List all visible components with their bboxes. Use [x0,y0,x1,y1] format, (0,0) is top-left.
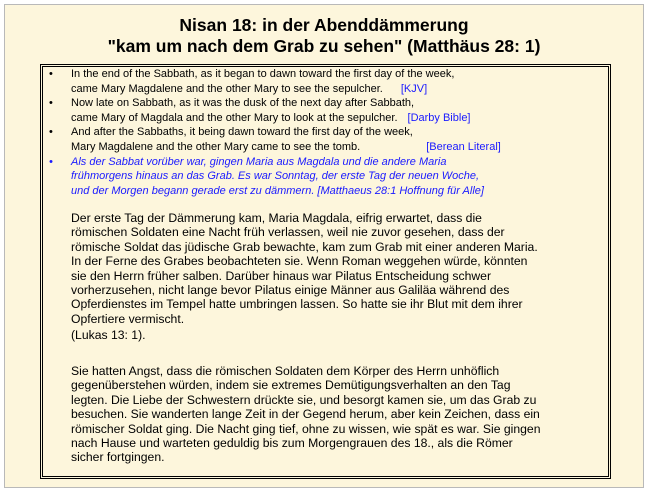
bullet: • [49,68,53,80]
verse-kjv [43,67,608,96]
paragraph-line: römischer Soldat ging. Die Nacht ging tief, ohne zu wissen, wie spät es war. Sie gingen [71,421,541,436]
verse-list [43,67,608,198]
content-frame [40,64,611,479]
verse-line: und der Morgen begann gerade erst zu dämmern. [Matthaeus 28:1 Hoffnung für Alle] [71,184,484,197]
paragraph-line: römische Soldat das jüdische Grab bewachte, kam zum Grab mit einer anderen Maria. [71,239,538,254]
verse-line: Mary Magdalene and the other Mary came to see the tomb. [71,140,361,153]
paragraph-tomb-morning [71,211,601,343]
verse-line-with-ref [71,82,608,97]
verse-reference: [KJV] [400,82,428,95]
bullet: • [49,155,53,168]
paragraph-fear [71,364,601,465]
paragraph-line: legten. Die Liebe der Schwestern drückte sie, und besorgt kamen sie, um das Grab zu [71,392,537,407]
paragraph-line: sie den Herrn früher salben. Darüber hinaus war Pilatus Entscheidung schwer [71,268,492,283]
bullet: • [49,126,53,139]
paragraph-line: vorherzusehen, nicht lange bevor Pilatus einige Männer aus Galiläa während des [71,283,510,298]
verse-line: And after the Sabbaths, it being dawn toward the first day of the week, [71,126,413,139]
verse-hoffnung [43,155,608,199]
verse-line: came Mary Magdalene and the other Mary to see the sepulcher. [71,82,383,95]
verse-berean [43,125,608,154]
slide-title [5,15,643,57]
verse-line: In the end of the Sabbath, as it began to dawn toward the first day of the week, [71,68,455,80]
paragraph-line: Sie hatten Angst, dass die römischen Soldaten dem Körper des Herrn unhöflich [71,364,500,378]
verse-line: came Mary of Magdala and the other Mary to look at the sepulcher. [71,111,398,124]
paragraph-line: gegenüberstehen würden, indem sie extremes Demütigungsverhalten an den Tag [71,378,511,393]
paragraph-line: römischen Soldaten eine Nacht früh verlassen, weil nie zuvor gesehen, dass der [71,225,505,240]
title-line-1: Nisan 18: in der Abenddämmerung [179,15,469,35]
verse-darby [43,96,608,125]
slide [4,4,644,488]
title-line-2: "kam um nach dem Grab zu sehen" (Matthäus 28: 1) [107,36,541,56]
verse-line-with-ref [71,111,608,126]
verse-line-with-ref [71,140,608,155]
verse-line: frühmorgens hinaus an das Grab. Es war Sonntag, der erste Tag der neuen Woche, [71,170,480,183]
paragraph-line: besuchen. Sie wanderten lange Zeit in der Gegend herum, aber kein Zeichen, dass ein [71,407,540,422]
paragraph-line: Der erste Tag der Dämmerung kam, Maria Magdala, eifrig erwartet, dass die [71,211,482,225]
paragraph-line: In der Ferne des Grabes beobachteten sie. Wenn Roman weggehen würde, könnten [71,254,528,269]
verse-line: Als der Sabbat vorüber war, gingen Maria aus Magdala und die andere Maria [71,155,447,168]
paragraph-line: Opferdienstes im Tempel hatte umbringen lassen. So hatte sie ihr Blut mit dem ihrer [71,297,523,312]
verse-line: Now late on Sabbath, as it was the dusk of the next day after Sabbath, [71,97,415,110]
paragraph-line: Opfertiere vermischt. [71,311,185,326]
paragraph-line: nach Hause und warteten geduldig bis zum Morgengrauen des 18., als die Römer [71,436,513,451]
paragraph-citation: (Lukas 13: 1). [71,328,146,343]
verse-reference: [Darby Bible] [407,111,471,124]
verse-reference: [Berean Literal] [426,140,501,153]
bullet: • [49,97,53,110]
paragraph-line: sicher fortgingen. [71,450,165,465]
